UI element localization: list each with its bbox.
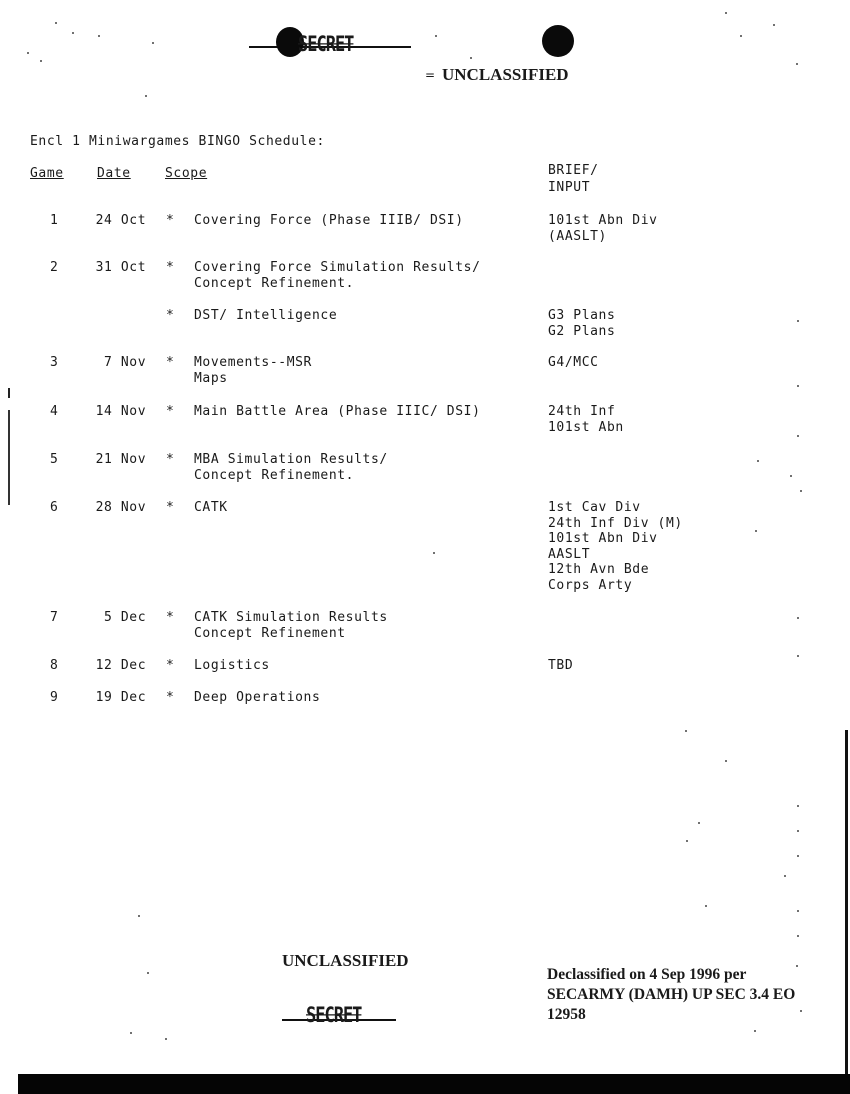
row-game-number: 8 xyxy=(50,658,59,673)
scan-speck xyxy=(800,1010,802,1012)
row-brief-line: 101st Abn Div xyxy=(548,213,658,228)
row-scope-line: Movements--MSR xyxy=(194,355,312,370)
row-date: 24 Oct xyxy=(95,213,147,228)
scan-speck xyxy=(797,617,799,619)
row-game-number: 1 xyxy=(50,213,59,228)
row-scope-line: Covering Force (Phase IIIB/ DSI) xyxy=(194,213,464,228)
row-bullet: * xyxy=(166,610,175,625)
row-brief-line: G4/MCC xyxy=(548,355,599,370)
scan-speck xyxy=(797,805,799,807)
row-brief-line: 24th Inf xyxy=(548,404,616,419)
row-scope-line: DST/ Intelligence xyxy=(194,308,338,323)
scan-speck xyxy=(797,935,799,937)
row-scope-line: CATK Simulation Results xyxy=(194,610,388,625)
row-bullet: * xyxy=(166,658,175,673)
row-scope-line: Deep Operations xyxy=(194,690,321,705)
column-header-date: Date xyxy=(97,166,131,181)
column-header-input: INPUT xyxy=(548,180,591,195)
scan-speck xyxy=(98,35,100,37)
row-bullet: * xyxy=(166,213,175,228)
scan-speck xyxy=(725,12,727,14)
scan-border-bottom xyxy=(18,1074,850,1094)
scan-speck xyxy=(138,915,140,917)
scan-speck xyxy=(55,22,57,24)
row-brief-line: AASLT xyxy=(548,546,591,562)
row-brief-line: 12th Avn Bde xyxy=(548,562,650,577)
row-brief-line: 1st Cav Div xyxy=(548,500,641,515)
scan-speck xyxy=(754,1030,756,1032)
scan-speck xyxy=(152,42,154,44)
row-game-number: 9 xyxy=(50,690,59,705)
row-game-number: 2 xyxy=(50,260,59,275)
margin-bar xyxy=(8,410,10,505)
margin-tick xyxy=(8,388,10,398)
scan-speck xyxy=(773,24,775,26)
scan-speck xyxy=(757,460,759,462)
row-bullet: * xyxy=(166,452,175,467)
row-game-number: 6 xyxy=(50,500,59,515)
scan-speck xyxy=(797,830,799,832)
scan-speck xyxy=(755,530,757,532)
stamp-mark-glyph: = xyxy=(425,68,436,82)
row-brief-line: TBD xyxy=(548,658,574,673)
row-game-number: 5 xyxy=(50,452,59,467)
row-game-number: 4 xyxy=(50,404,59,419)
row-bullet: * xyxy=(166,404,175,419)
scan-speck xyxy=(705,905,707,907)
scan-speck xyxy=(790,475,792,477)
scan-speck xyxy=(797,385,799,387)
row-bullet: * xyxy=(166,690,175,705)
row-scope-line: Main Battle Area (Phase IIIC/ DSI) xyxy=(194,404,481,419)
classification-bottom: UNCLASSIFIED xyxy=(282,951,409,970)
row-brief-line: 101st Abn Div xyxy=(548,531,658,546)
scan-speck xyxy=(27,52,29,54)
row-scope-line: Maps xyxy=(194,371,228,386)
secret-mark-top: SECRET xyxy=(298,32,354,57)
row-scope-line: MBA Simulation Results/ xyxy=(194,452,388,467)
row-date: 31 Oct xyxy=(95,260,147,275)
row-date: 14 Nov xyxy=(95,404,147,419)
column-header-game: Game xyxy=(30,166,64,181)
row-date: 12 Dec xyxy=(95,658,147,673)
declassified-line-2: SECARMY (DAMH) UP SEC 3.4 EO xyxy=(547,986,796,1003)
row-date: 19 Dec xyxy=(95,690,147,705)
scan-speck xyxy=(784,875,786,877)
row-bullet: * xyxy=(166,260,175,275)
classification-top: UNCLASSIFIED xyxy=(442,65,569,84)
column-header-scope: Scope xyxy=(165,166,208,181)
row-brief-line: 24th Inf Div (M) xyxy=(548,515,683,531)
scan-speck xyxy=(435,35,437,37)
row-scope-line: Concept Refinement. xyxy=(194,276,355,291)
scan-speck xyxy=(685,730,687,732)
scan-speck xyxy=(797,320,799,322)
scan-speck xyxy=(72,32,74,34)
scan-speck xyxy=(725,760,727,762)
declassified-line-1: Declassified on 4 Sep 1996 per xyxy=(547,966,747,983)
scan-speck xyxy=(797,655,799,657)
scan-speck xyxy=(797,435,799,437)
row-brief-line: 101st Abn xyxy=(548,419,624,435)
redaction-blob-right xyxy=(542,25,574,57)
row-scope-line: Covering Force Simulation Results/ xyxy=(194,260,481,275)
row-brief-line: (AASLT) xyxy=(548,228,607,244)
scan-speck xyxy=(433,552,435,554)
scan-speck xyxy=(796,965,798,967)
row-scope-line: CATK xyxy=(194,500,228,515)
secret-mark-bottom: SECRET xyxy=(306,1003,362,1028)
scan-speck xyxy=(145,95,147,97)
scan-speck xyxy=(130,1032,132,1034)
column-header-brief: BRIEF/ xyxy=(548,163,599,178)
row-scope-line: Concept Refinement. xyxy=(194,468,355,483)
document-title: Encl 1 Miniwargames BINGO Schedule: xyxy=(30,134,325,149)
scan-speck xyxy=(800,490,802,492)
scan-speck xyxy=(797,855,799,857)
row-scope-line: Logistics xyxy=(194,658,270,673)
scan-speck xyxy=(686,840,688,842)
row-scope-line: Concept Refinement xyxy=(194,626,346,641)
page-edge-line xyxy=(845,730,848,1074)
scan-speck xyxy=(740,35,742,37)
row-bullet: * xyxy=(166,308,175,323)
scan-speck xyxy=(165,1038,167,1040)
row-bullet: * xyxy=(166,500,175,515)
row-bullet: * xyxy=(166,355,175,370)
row-date: 5 Dec xyxy=(104,610,147,625)
scan-speck xyxy=(797,910,799,912)
row-brief-line: G2 Plans xyxy=(548,323,616,339)
row-date: 7 Nov xyxy=(104,355,147,370)
scan-speck xyxy=(40,60,42,62)
declassified-line-3: 12958 xyxy=(547,1006,586,1023)
row-date: 28 Nov xyxy=(95,500,147,515)
scan-speck xyxy=(470,57,472,59)
row-brief-line: Corps Arty xyxy=(548,577,633,593)
row-brief-line: G3 Plans xyxy=(548,308,616,323)
scan-speck xyxy=(796,63,798,65)
row-game-number: 3 xyxy=(50,355,59,370)
row-game-number: 7 xyxy=(50,610,59,625)
row-date: 21 Nov xyxy=(95,452,147,467)
scan-speck xyxy=(698,822,700,824)
scan-speck xyxy=(147,972,149,974)
